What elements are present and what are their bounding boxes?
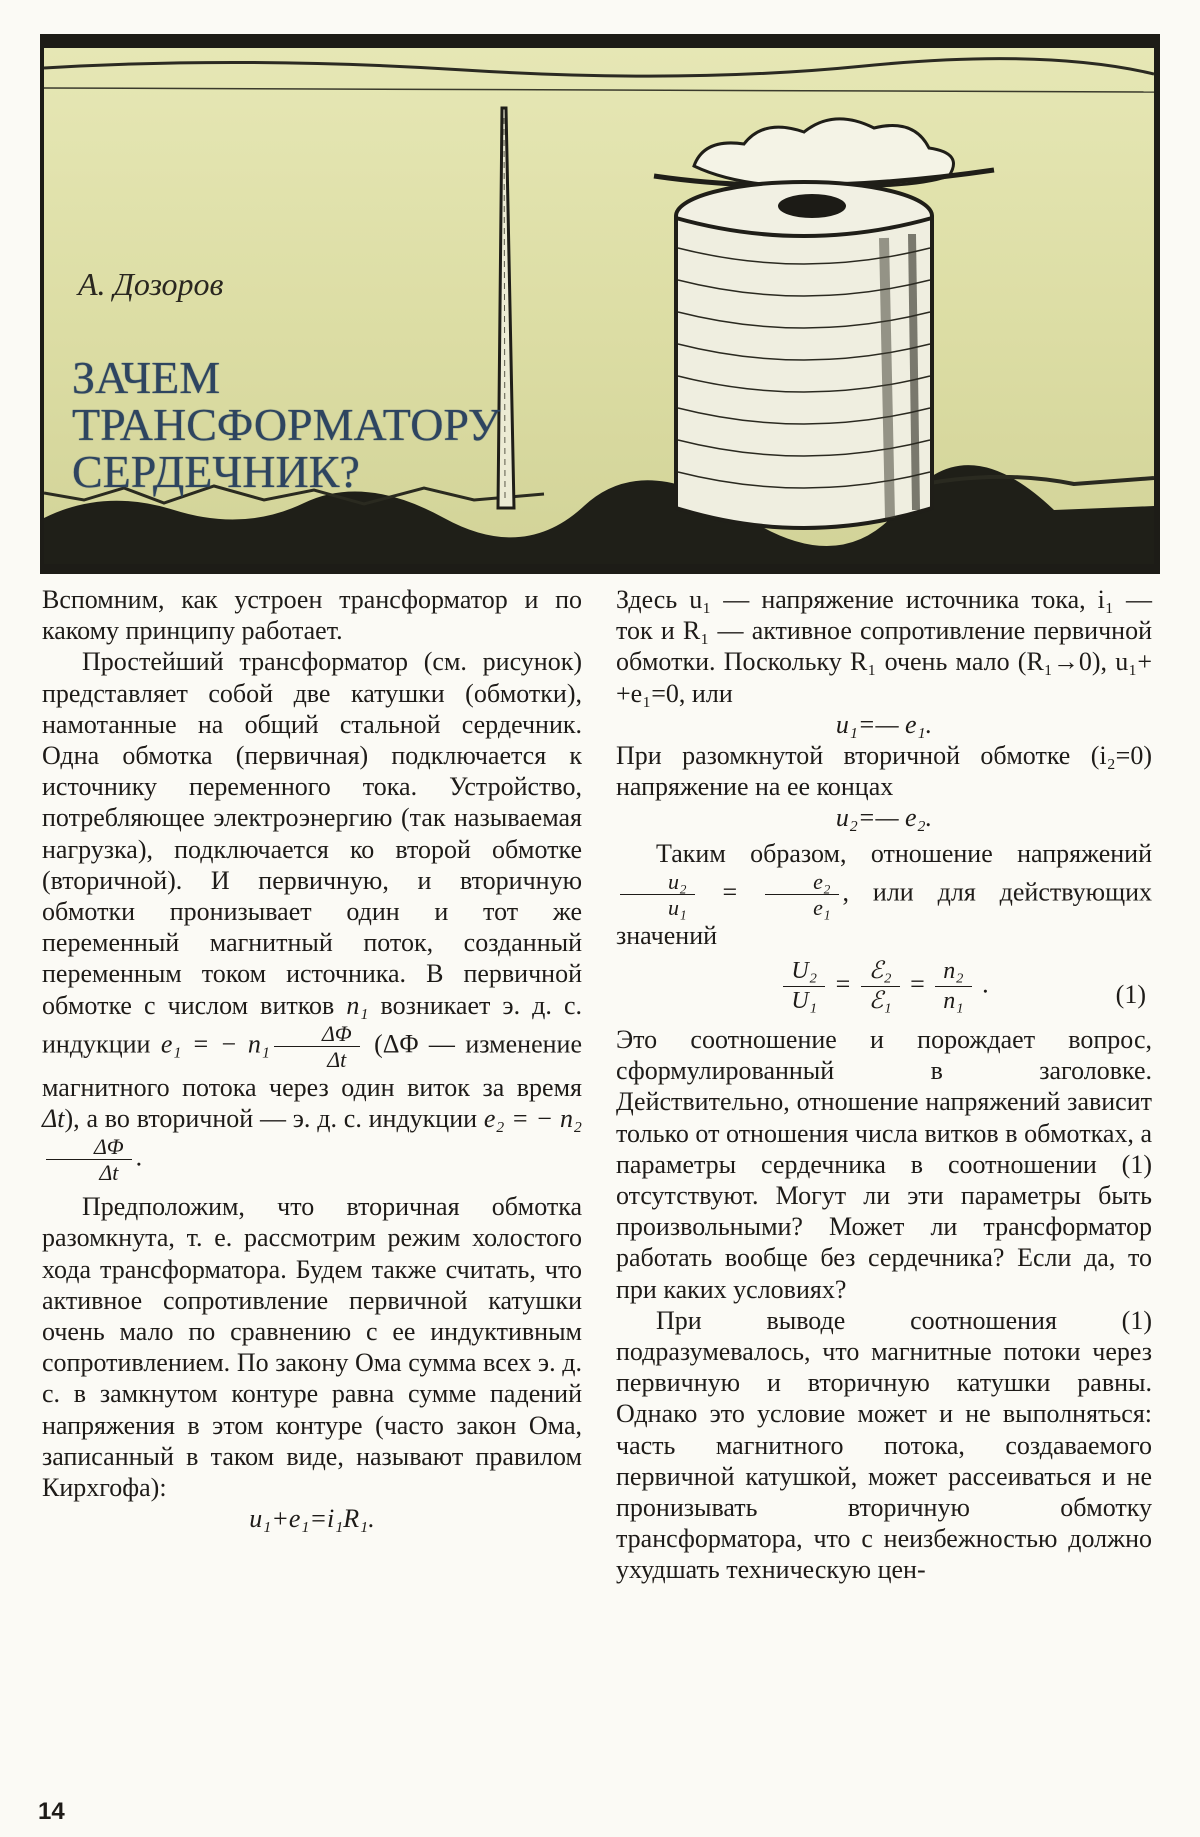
fraction-numerator: e₂	[765, 869, 838, 895]
text-segment: возникает э. д. с. индукции	[42, 990, 582, 1059]
formula-e2: e₂ = − n₂	[483, 1104, 583, 1134]
header-illustration	[40, 34, 1160, 574]
symbol-n1: n₁	[346, 990, 369, 1020]
cloud	[694, 119, 954, 187]
left-column	[42, 584, 582, 1534]
fraction-denominator: n₁	[943, 988, 964, 1015]
text-segment: , или для действующих значений	[616, 877, 1152, 950]
fraction-e2-e1	[765, 869, 838, 920]
symbol-dt: Δt	[42, 1104, 65, 1134]
text-segment: (ΔΦ — изменение магнитного потока через один виток за время	[42, 1029, 582, 1102]
fraction-numerator: ΔΦ	[46, 1134, 132, 1160]
fraction-n2-n1	[935, 957, 971, 1016]
title-line-3: СЕРДЕЧНИК?	[72, 446, 360, 497]
fraction-numerator: n₂	[935, 957, 971, 987]
text-segment: Простейший трансформатор (см. рисунок) представляет собой две катушки (обмотки), намотанные на общий стальной сердечник. Одна обмотка (первичная) подключается к источнику переменного тока. Устройство, потребляющее электроэнергию (так называемая нагрузка), подключается ко второй обмотке (вторичной). И первичную, и вторичную обмотки пронизывает один и тот же переменный магнитный поток, созданный переменным током источника. В первичной обмотке с числом витков	[42, 647, 582, 1020]
paragraph-simple-transformer: Простейший трансформатор (см. рисунок) представляет собой две катушки (обмотки), намотанные на общий стальной сердечник. Одна обмотка (первичная) подключается к источнику переменного тока. Устройство, потребляющее электроэнергию (так называемая нагрузка), подключается ко второй обмотке (вторичной). И первичную, и вторичную обмотки пронизывает один и тот же переменный магнитный поток, созданный переменным током источника. В первичной обмотке с числом витков n₁ возникает э. д. с. индукции e₁ = − n₁ $\frac{\Delta\Phi}{\Delta t}$ (ΔΦ — изменение магнитного потока через один виток за время Δt), а во вторичной — э. д. с. индукции e₂ = − n₂ $\frac{\Delta\Phi}{\Delta t}$ .	[42, 647, 583, 1186]
author-name: А. Дозоров	[78, 266, 224, 302]
paragraph-ratio: Таким образом, отношение напряжений $\frac{\text{u₂}}{\text{u₁}}$ = $\frac{\text{e₂}}{\text{e₁}}$ , или для действующих значений	[616, 838, 1152, 950]
paragraph-open-circuit: При разомкнутой вторичной обмотке (i₂=0) напряжение на ее концах	[616, 741, 1152, 802]
fraction-U2-U1	[783, 957, 825, 1016]
fraction-numerator: U₂	[783, 957, 825, 987]
fraction-denominator: U₁	[791, 988, 818, 1015]
fraction-denominator: Δt	[99, 1160, 119, 1186]
text-segment: ), а во вторичной — э. д. с. индукции	[64, 1104, 484, 1134]
fraction-numerator: ℰ₂	[861, 957, 900, 987]
text-segment: Таким образом, отношение напряжений	[656, 838, 1152, 868]
title-line-1: ЗАЧЕМ	[72, 352, 221, 403]
article-title	[72, 354, 500, 495]
fraction-numerator: ΔΦ	[274, 1021, 360, 1047]
fraction-denominator: ℰ₁	[868, 988, 892, 1015]
fraction-denominator: Δt	[327, 1046, 347, 1072]
paragraph-intro: Вспомним, как устроен трансформатор и по какому принципу работает.	[42, 585, 582, 646]
fraction-denominator: e₁	[813, 894, 831, 920]
paragraph-idle-mode: Предположим, что вторичная обмотка разомкнута, т. е. рассмотрим режим холостого хода трансформатора. Будем также считать, что активное сопротивление первичной катушки очень мало по сравнению с ее индуктивным сопротивлением. По закону Ома сумма всех э. д. с. в замкнутом контуре равна сумме падений напряжения в этом контуре (часто закон Ома, записанный в таком виде, называют правилом Кирхгофа):	[42, 1192, 582, 1503]
fraction-u2-u1	[620, 869, 695, 920]
paragraph-derivation: При выводе соотношения (1) подразумевалось, что магнитные потоки через первичную и вторичную катушки равны. Однако это условие может и не выполняться: часть магнитного потока, создаваемого первичной катушкой, может рассеиваться и не пронизывать вторичную обмотку трансформатора, что с неизбежностью должно ухудшать техническую цен-	[616, 1305, 1152, 1585]
title-line-2: ТРАНСФОРМАТОРУ	[72, 399, 501, 450]
fraction-numerator: u₂	[620, 869, 695, 895]
equation-number: (1)	[1115, 980, 1146, 1010]
fraction-E2-E1	[861, 957, 900, 1016]
equation-u1: u₁=— e₁.	[835, 709, 933, 739]
equation-kirchhoff: u₁+e₁=i₁R₁.	[249, 1504, 375, 1534]
coil-hole	[778, 194, 846, 218]
fraction-dphi-dt	[274, 1021, 360, 1072]
right-column	[616, 584, 1152, 1586]
fraction-dphi-dt-2	[46, 1134, 132, 1185]
formula-e1: e₁ = − n₁	[160, 1029, 270, 1059]
equation-main: $\frac{\text{U₂}}{\text{U₁}}$ = $\frac{\text{ℰ₂}}{\text{ℰ₁}}$ = $\frac{\text{n₂}}{\text{n₁}}$ . (1)	[616, 957, 1152, 1016]
equation-u2: u₂=— e₂.	[835, 803, 933, 833]
paragraph-question: Это соотношение и порождает вопрос, сформулированный в заголовке. Действительно, отношение напряжений зависит только от отношения числа витков в обмотках, а параметры сердечника в соотношении (1) отсутствуют. Могут ли эти параметры быть произвольными? Может ли трансформатор работать вообще без сердечника? Если да, то при каких условиях?	[616, 1025, 1152, 1304]
fraction-denominator: u₁	[668, 894, 687, 920]
page-number: 14	[38, 1798, 65, 1825]
paragraph-here: Здесь u₁ — напряжение источника тока, i₁ — ток и R₁ — активное сопротивление первичной обмотки. Поскольку R₁ очень мало (R₁→0), u₁+ +e₁=0, или	[616, 585, 1152, 708]
